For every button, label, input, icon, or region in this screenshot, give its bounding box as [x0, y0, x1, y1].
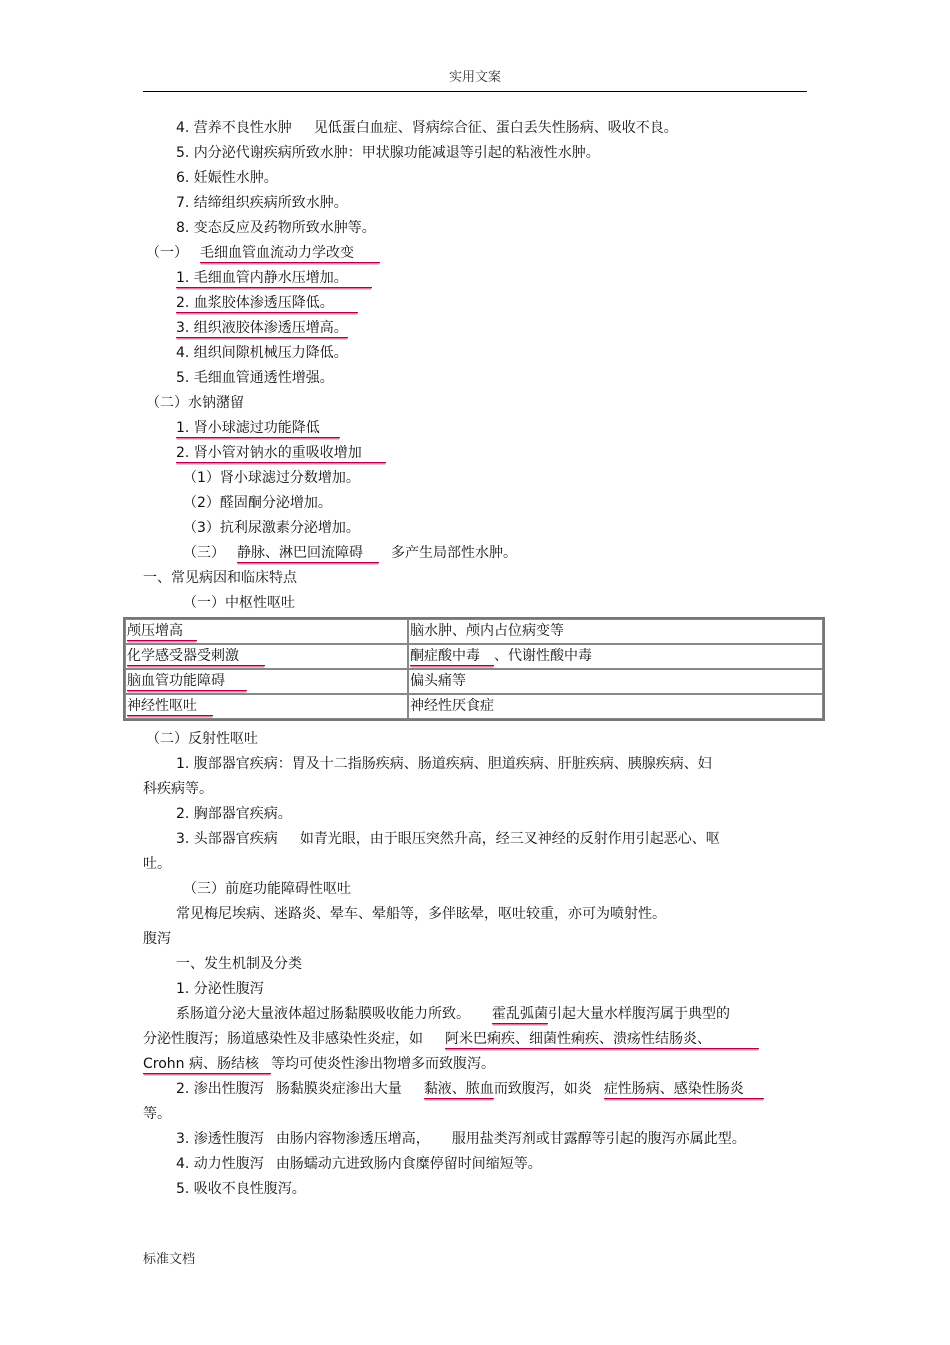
text-segment: 系肠道分泌大量液体超过肠黏膜吸收能力所致。 — [176, 1006, 470, 1022]
diarrhea-title: 腹泻 — [143, 931, 171, 947]
table-row — [125, 694, 823, 719]
sodium-subitem: （3）抗利尿激素分泌增加。 — [183, 520, 360, 536]
table-cell — [125, 644, 408, 669]
text-segment: 由肠蠕动亢进致肠内食糜停留时间缩短等。 — [275, 1156, 542, 1172]
venous-text: 多产生局部性水肿。 — [391, 545, 517, 561]
capillary-item — [176, 268, 372, 288]
cell-text: 神经性呕吐 — [127, 698, 213, 716]
capillary-item-text: 1. 毛细血管内静水压增加。 — [176, 270, 372, 288]
sodium-item-text: 1. 肾小球滤过功能降低 — [176, 420, 340, 438]
vestibular-text: 常见梅尼埃病、迷路炎、晕车、晕船等，多伴眩晕，呕吐较重，亦可为喷射性。 — [176, 906, 666, 922]
reflex-vomit-heading: （二）反射性呕吐 — [146, 731, 258, 747]
text-segment: 而致腹泻，如炎 — [493, 1081, 592, 1097]
cell-text: 酮症酸中毒 — [410, 648, 494, 666]
sodium-subitem: （2）醛固酮分泌增加。 — [183, 495, 332, 511]
exudative-line — [176, 1079, 764, 1099]
text-segment: 服用盐类泻剂或甘露醇等引起的腹泻亦属此型。 — [451, 1131, 746, 1147]
venous-title: 静脉、淋巴回流障碍 — [237, 545, 379, 563]
sodium-heading: （二）水钠潴留 — [146, 395, 244, 411]
exudative-cont: 等。 — [143, 1106, 171, 1122]
table-cell — [408, 644, 823, 669]
reflex-item-2: 2. 胸部器官疾病。 — [176, 806, 292, 822]
highlight-text: 黏液、脓血 — [423, 1081, 494, 1097]
cell-text: 颅压增高 — [127, 623, 197, 641]
sodium-item-text: 2. 肾小管对钠水的重吸收增加 — [176, 445, 386, 463]
central-vomit-table — [123, 617, 825, 721]
reflex-item-3 — [176, 829, 720, 849]
central-vomit-heading: （一）中枢性呕吐 — [183, 595, 295, 611]
item-label: 4. 动力性腹泻 — [176, 1156, 264, 1172]
highlight-text: 症性肠病、感染性肠炎 — [604, 1081, 764, 1099]
secretory-text-3 — [143, 1054, 495, 1074]
table-row — [125, 669, 823, 694]
table-cell — [125, 619, 408, 644]
item-text: 见低蛋白血症、肾病综合征、蛋白丢失性肠病、吸收不良。 — [313, 120, 678, 136]
highlight-text: 阿米巴痢疾、细菌性痢疾、溃疡性结肠炎、 — [445, 1031, 759, 1049]
venous-prefix: （三） — [183, 545, 225, 561]
cell-text: 、代谢性酸中毒 — [494, 648, 592, 664]
malabsorption-line: 5. 吸收不良性腹泻。 — [176, 1181, 306, 1197]
text-segment: 等均可使炎性渗出物增多而致腹泻。 — [271, 1056, 495, 1072]
motility-line — [176, 1154, 542, 1174]
item-allergy-edema: 8. 变态反应及药物所致水肿等。 — [176, 220, 376, 236]
table-cell — [125, 694, 408, 719]
capillary-item — [176, 318, 348, 338]
sodium-item — [176, 418, 340, 438]
reflex-item-1-cont: 科疾病等。 — [143, 781, 213, 797]
secretory-heading: 1. 分泌性腹泻 — [176, 981, 264, 997]
capillary-prefix: （一） — [146, 245, 188, 261]
capillary-item-text: 3. 组织液胶体渗透压增高。 — [176, 320, 348, 336]
reflex-item-3-cont: 吐。 — [143, 856, 171, 872]
item-label: 4. 营养不良性水肿 — [176, 120, 292, 136]
cell-text: 脑血管功能障碍 — [127, 673, 247, 691]
text-segment: 分泌性腹泻；肠道感染性及非感染性炎症，如 — [143, 1031, 423, 1047]
venous-heading — [183, 543, 517, 563]
causes-heading: 一、常见病因和临床特点 — [143, 570, 297, 586]
item-label: 3. 渗透性腹泻 — [176, 1131, 264, 1147]
secretory-text-1 — [176, 1004, 730, 1024]
text-segment: 引起大量水样腹泻属于典型的 — [548, 1006, 730, 1022]
text-segment: 肠黏膜炎症渗出大量 — [275, 1081, 402, 1097]
osmotic-line — [176, 1129, 746, 1149]
item-endocrine-edema: 5. 内分泌代谢疾病所致水肿：甲状腺功能减退等引起的粘液性水肿。 — [176, 145, 600, 161]
vestibular-heading: （三）前庭功能障碍性呕吐 — [183, 881, 351, 897]
capillary-title: 毛细血管血流动力学改变 — [200, 245, 380, 263]
secretory-text-2 — [143, 1029, 759, 1049]
item-label: 2. 渗出性腹泻 — [176, 1081, 264, 1097]
reflex-item-1: 1. 腹部器官疾病：胃及十二指肠疾病、肠道疾病、胆道疾病、肝脏疾病、胰腺疾病、妇 — [176, 756, 712, 772]
table-row — [125, 644, 823, 669]
table-cell: 神经性厌食症 — [408, 694, 823, 719]
item-pregnancy-edema: 6. 妊娠性水肿。 — [176, 170, 278, 186]
capillary-item: 4. 组织间隙机械压力降低。 — [176, 345, 348, 361]
capillary-heading — [146, 243, 380, 263]
text-segment: 由肠内容物渗透压增高， — [275, 1131, 430, 1147]
header-rule — [143, 91, 807, 92]
sodium-subitem: （1）肾小球滤过分数增加。 — [183, 470, 360, 486]
table-row — [125, 619, 823, 644]
cell-text: 化学感受器受刺激 — [127, 648, 265, 666]
table-cell: 脑水肿、颅内占位病变等 — [408, 619, 823, 644]
capillary-item: 5. 毛细血管通透性增强。 — [176, 370, 334, 386]
sodium-item — [176, 443, 386, 463]
capillary-item-text: 2. 血浆胶体渗透压降低。 — [176, 295, 358, 313]
highlight-text: 霍乱弧菌 — [492, 1006, 548, 1022]
item-text: 如青光眼，由于眼压突然升高，经三叉神经的反射作用引起恶心、呕 — [299, 831, 720, 847]
item-malnutrition-edema — [176, 118, 678, 138]
table-cell — [125, 669, 408, 694]
table-cell: 偏头痛等 — [408, 669, 823, 694]
item-label: 3. 头部器官疾病 — [176, 831, 278, 847]
page-footer: 标准文档 — [143, 1252, 196, 1267]
item-connective-edema: 7. 结缔组织疾病所致水肿。 — [176, 195, 348, 211]
highlight-text: Crohn 病、肠结核 — [143, 1056, 271, 1074]
page-header: 实用文案 — [448, 70, 501, 85]
mechanism-heading: 一、发生机制及分类 — [176, 956, 302, 972]
capillary-item — [176, 293, 358, 313]
